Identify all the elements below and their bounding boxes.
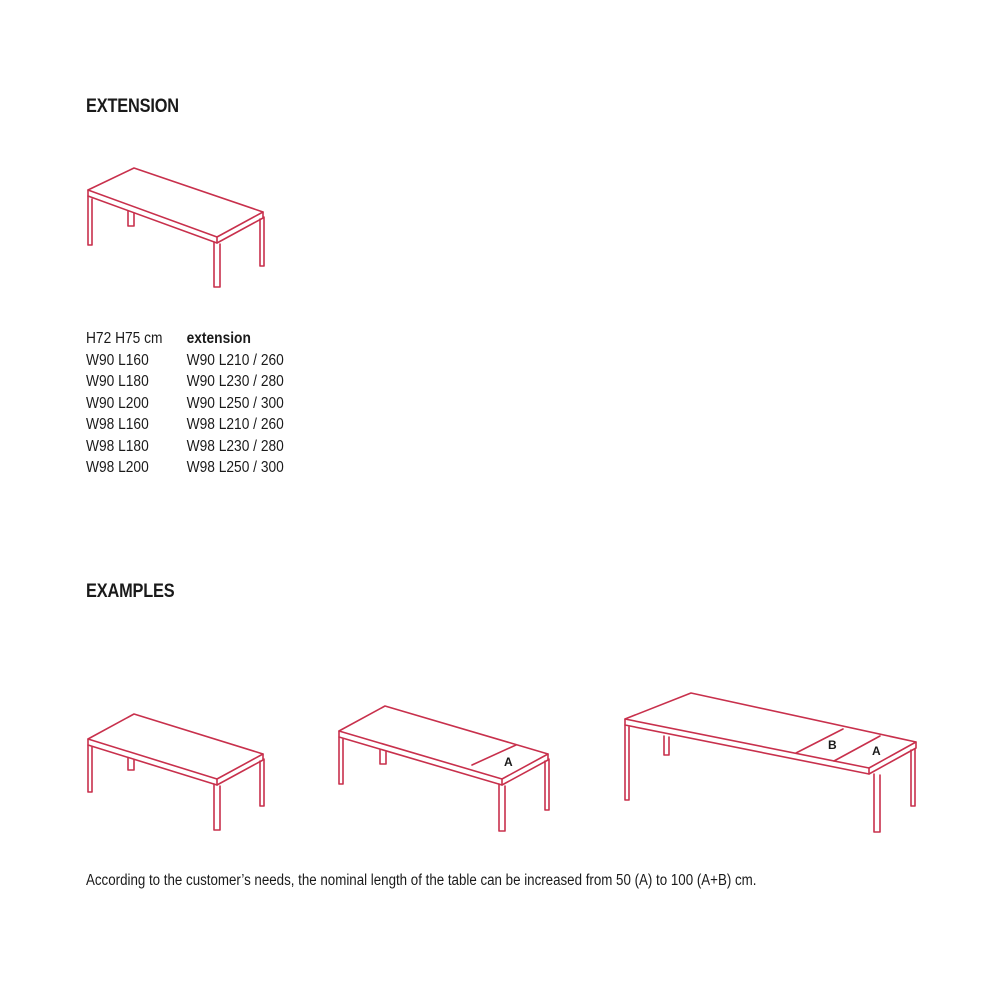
example-table-closed [80, 705, 270, 835]
base-sizes-column [86, 328, 187, 479]
base-sizes-header: H72 H75 cm [86, 330, 163, 347]
caption-text: According to the customer’s needs, the nominal length of the table can be increased from 50 (A) to 100 (A+B) cm. [86, 872, 757, 889]
example-table-leaf-a [330, 700, 560, 840]
table-drawing-closed [80, 165, 270, 295]
extension-size: W90 L210 / 260 [186, 351, 284, 369]
leaf-b-label: B [828, 738, 837, 752]
leaf-a-label: A [872, 744, 881, 758]
extension-size: W90 L250 / 300 [186, 394, 284, 412]
base-size: W98 L200 [86, 459, 149, 476]
extension-sizes-column [187, 328, 284, 479]
base-size: W90 L200 [86, 394, 149, 412]
base-size: W98 L180 [86, 437, 149, 455]
size-table [86, 328, 284, 479]
extension-size: W90 L230 / 280 [186, 373, 284, 390]
extension-size: W98 L250 / 300 [186, 459, 284, 476]
section-title-examples: EXAMPLES [86, 581, 175, 602]
section-title-extension: EXTENSION [86, 96, 179, 117]
extension-sizes-header: extension [186, 330, 251, 347]
leaf-a-label: A [504, 755, 513, 769]
base-size: W90 L160 [86, 351, 149, 369]
base-size: W98 L160 [86, 416, 149, 433]
base-size: W90 L180 [86, 373, 149, 390]
extension-size: W98 L210 / 260 [186, 416, 284, 433]
extension-size: W98 L230 / 280 [186, 437, 284, 455]
example-table-leaf-a-b [615, 685, 930, 845]
